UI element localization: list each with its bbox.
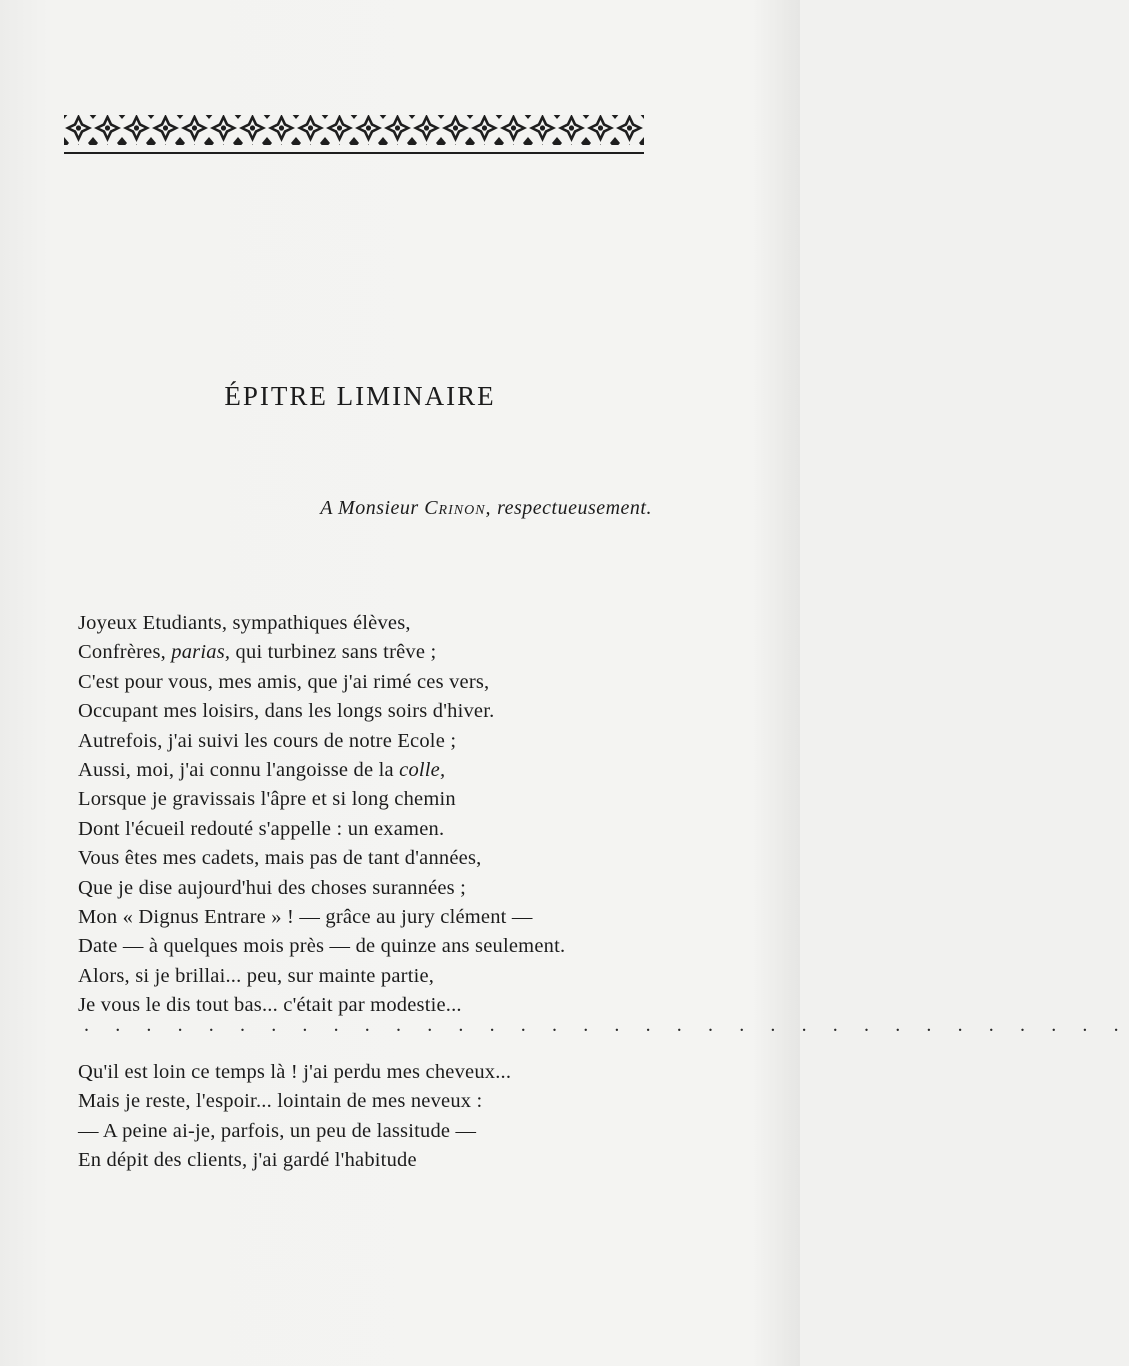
ellipsis-row: . . . . . . . . . . . . . . . . . . . . . . . . . . . . . . . . . . (84, 1014, 1129, 1036)
poem-stanza-2 (78, 1058, 511, 1176)
verse-line: Aussi, moi, j'ai connu l'angoisse de la colle, (78, 759, 446, 782)
verse-line: Mon « Dignus Entrare » ! — grâce au jury clément — (78, 906, 533, 929)
verse-line: Je vous le dis tout bas... c'était par modestie... (78, 994, 462, 1017)
verse-line: Confrères, parias, qui turbinez sans trêve ; (78, 641, 437, 664)
verse-line: Joyeux Etudiants, sympathiques élèves, (78, 612, 411, 634)
dedicatee-name: Crinon, (424, 497, 492, 519)
italic-word: colle, (399, 759, 446, 782)
dedication-suffix: respectueusement. (491, 497, 652, 519)
verse-line: En dépit des clients, j'ai gardé l'habitude (78, 1149, 417, 1172)
verse-line: — A peine ai-je, parfois, un peu de lassitude — (78, 1119, 477, 1142)
verse-line: Date — à quelques mois près — de quinze ans seulement. (78, 935, 566, 958)
verse-line: C'est pour vous, mes amis, que j'ai rimé ces vers, (78, 670, 490, 693)
dedication-line (320, 497, 652, 520)
verse-line: Mais je reste, l'espoir... lointain de mes neveux : (78, 1090, 483, 1113)
verse-line: Vous êtes mes cadets, mais pas de tant d'années, (78, 847, 482, 870)
verse-line: Lorsque je gravissais l'âpre et si long chemin (78, 788, 456, 811)
italic-word: parias, (171, 641, 231, 664)
verse-line: Qu'il est loin ce temps là ! j'ai perdu mes cheveux... (78, 1061, 512, 1083)
page-title: ÉPITRE LIMINAIRE (224, 381, 496, 411)
verse-line: Que je dise aujourd'hui des choses surannées ; (78, 876, 467, 899)
verse-line: Autrefois, j'ai suivi les cours de notre Ecole ; (78, 729, 457, 752)
verse-line: Dont l'écueil redouté s'appelle : un examen. (78, 817, 445, 840)
verse-line: Occupant mes loisirs, dans les longs soirs d'hiver. (78, 700, 495, 723)
verse-line: Alors, si je brillai... peu, sur mainte partie, (78, 964, 435, 987)
poem-stanza-1 (78, 609, 565, 1021)
dedication-prefix: A Monsieur (320, 497, 425, 519)
decorative-ornament-band (64, 113, 644, 159)
